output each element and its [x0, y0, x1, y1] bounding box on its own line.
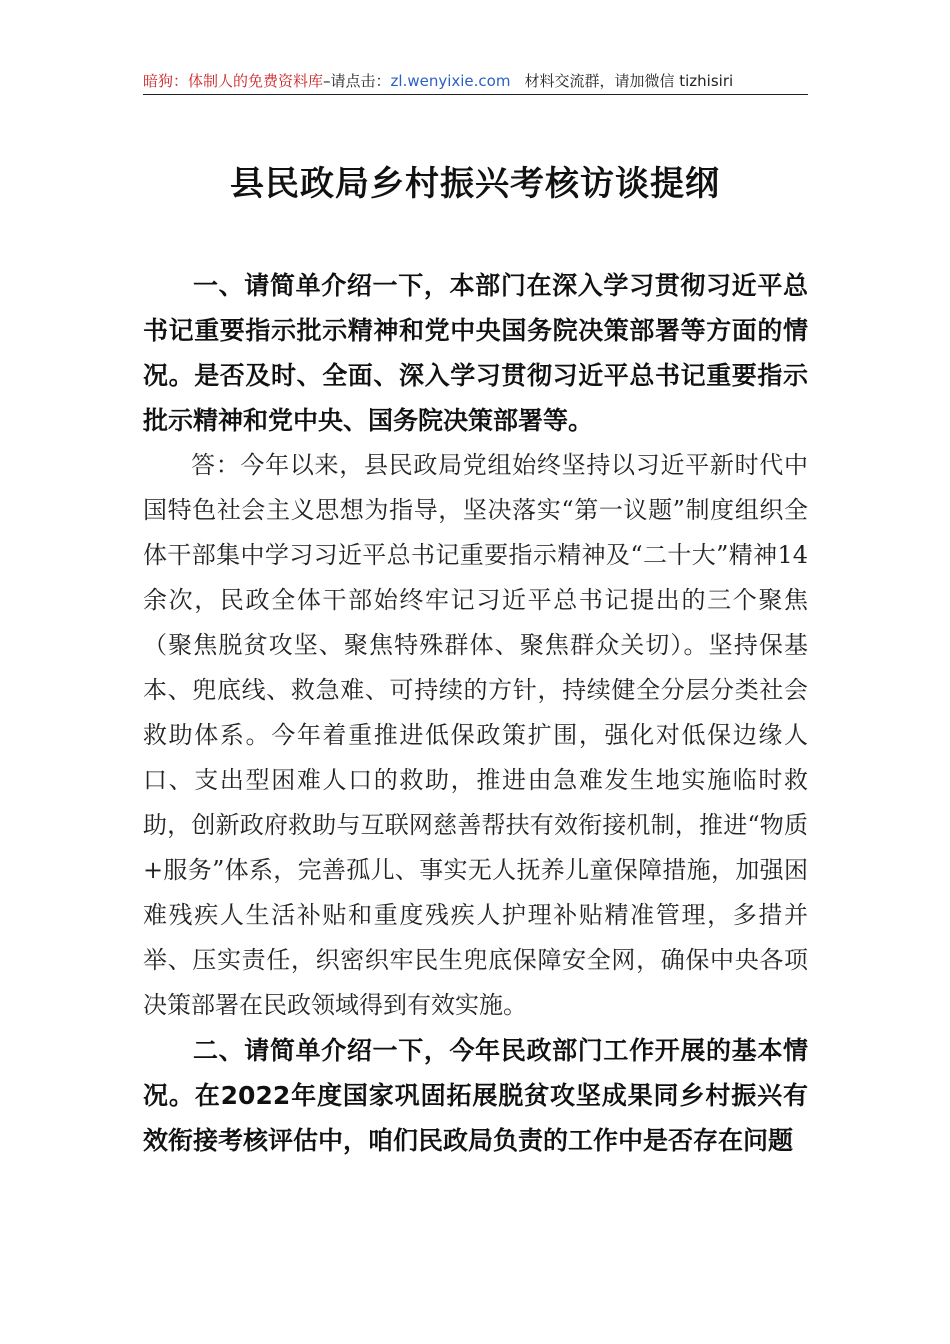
- header-site-label: 暗狗：体制人的免费资料库: [143, 72, 324, 90]
- header-url-link[interactable]: zl.wenyixie.com: [390, 72, 511, 90]
- header-click-label: –请点击：: [323, 72, 391, 90]
- question-paragraph-1: 一、请简单介绍一下，本部门在深入学习贯彻习近平总书记重要指示批示精神和党中央国务院决策部署等方面的情况。是否及时、全面、深入学习贯彻习近平总书记重要指示批示精神和党中央、国务院决策部署等。: [143, 271, 808, 435]
- document-body: [143, 263, 808, 1163]
- document-title: 县民政局乡村振兴考核访谈提纲: [230, 164, 720, 204]
- answer-paragraph-1: 答：今年以来，县民政局党组始终坚持以习近平新时代中国特色社会主义思想为指导，坚决落实“第一议题”制度组织全体干部集中学习习近平总书记重要指示精神及“二十大”精神14余次，民政全体干部始终牢记习近平总书记提出的三个聚焦（聚焦脱贫攻坚、聚焦特殊群体、聚焦群众关切）。坚持保基本、兜底线、救急难、可持续的方针，持续健全分层分类社会救助体系。今年着重推进低保政策扩围，强化对低保边缘人口、支出型困难人口的救助，推进由急难发生地实施临时救助，创新政府救助与互联网慈善帮扶有效衔接机制，推进“物质+服务”体系，完善孤儿、事实无人抚养儿童保障措施，加强困难残疾人生活补贴和重度残疾人护理补贴精准管理，多措并举、压实责任，织密织牢民生兜底保障安全网，确保中央各项决策部署在民政领域得到有效实施。: [143, 451, 808, 1019]
- header-bar: [143, 68, 808, 95]
- question-paragraph-2: 二、请简单介绍一下，今年民政部门工作开展的基本情况。在2022年度国家巩固拓展脱贫攻坚成果同乡村振兴有效衔接考核评估中，咱们民政局负责的工作中是否存在问题: [143, 1036, 808, 1155]
- header-wechat-label: 材料交流群，请加微信 tizhisiri: [524, 72, 734, 90]
